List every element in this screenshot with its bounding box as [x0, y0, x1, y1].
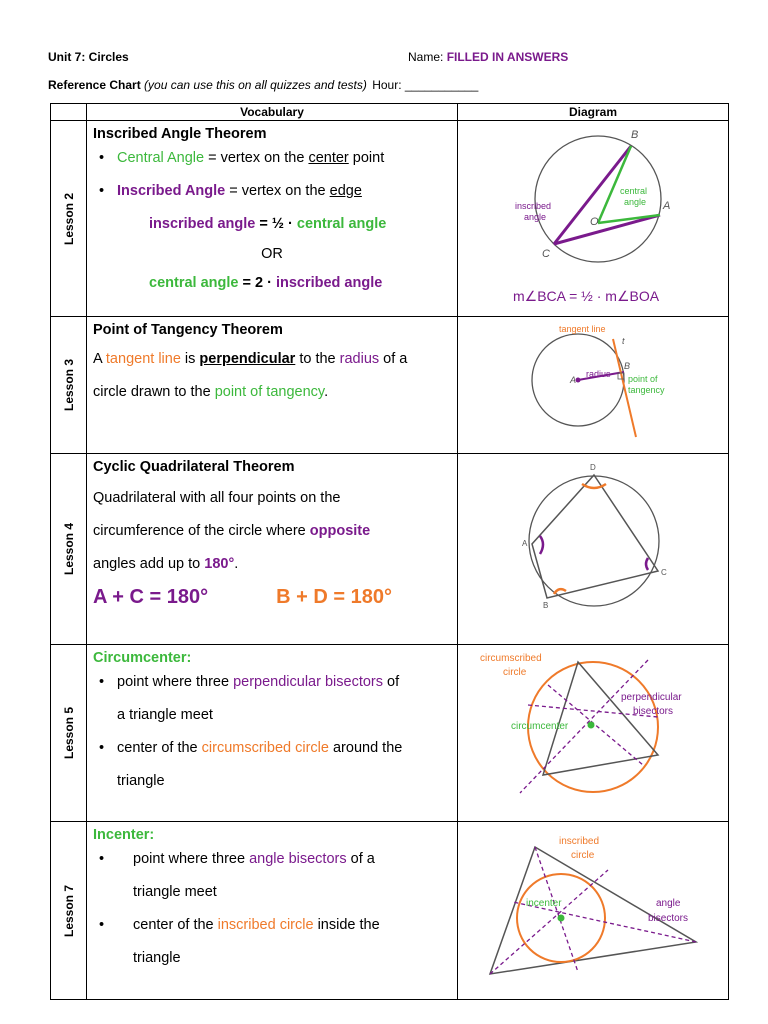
circumcenter-point [588, 722, 595, 729]
circumcenter-bullet-2-cont: triangle [117, 773, 165, 789]
cyclic-text-1: Quadrilateral with all four points on the [93, 490, 341, 506]
lesson-5-diagram [458, 645, 729, 822]
vocab-header: Vocabulary [87, 104, 458, 121]
circumcenter-bullet-1-cont: a triangle meet [117, 707, 213, 723]
incenter-bullet-2: • center of the inscribed circle inside the [93, 909, 451, 942]
lesson-4-vocab [87, 454, 458, 645]
incenter-bullet-1-cont: triangle meet [133, 884, 217, 900]
cyclic-text-3: angles add up to 180°. [93, 556, 239, 572]
label-t: t [622, 336, 625, 346]
cyclic-quad-diagram [458, 454, 729, 639]
triangle [490, 847, 696, 974]
lesson-4-diagram [458, 454, 729, 645]
tangent-text-1: A tangent line is perpendicular to the radius of a [93, 351, 408, 367]
bisector-1 [535, 847, 578, 972]
lesson-3-cell [51, 317, 87, 454]
hour-field: Hour: ___________ [372, 78, 479, 92]
central-angle-bullet: • Central Angle = vertex on the center point [93, 142, 451, 175]
label-b: B [624, 361, 631, 371]
lesson-label: Lesson 4 [61, 522, 76, 576]
inscribed-label-1: inscribed [515, 201, 552, 211]
reference-line [48, 78, 478, 92]
label-d: D [590, 463, 596, 472]
equation-ac: A + C = 180° [93, 586, 209, 608]
diagram-formula: m∠BCA = ½ · m∠BOA [513, 288, 660, 304]
blank-header [51, 104, 87, 121]
perp-label-2: bisectors [633, 706, 674, 717]
radius-ob [598, 146, 631, 223]
triangle [543, 662, 658, 775]
inscribed-label-2: angle [524, 212, 547, 222]
lesson-label: Lesson 5 [61, 706, 76, 760]
lesson-2-cell [51, 121, 87, 317]
incenter-diagram [458, 822, 729, 994]
lesson-5-cell [51, 645, 87, 822]
row-lesson-4 [51, 454, 729, 645]
formula-1: inscribed angle = ½ · central angle [149, 216, 387, 232]
ang-label-1: angle [656, 898, 681, 909]
lesson-label: Lesson 3 [61, 358, 76, 412]
unit-title: Unit 7: Circles [48, 50, 129, 64]
chord-ca [554, 215, 660, 244]
lesson-2-vocab [87, 121, 458, 317]
row-lesson-2 [51, 121, 729, 317]
cyclic-equations [93, 581, 451, 615]
lesson-3-title: Point of Tangency Theorem [93, 322, 283, 338]
reference-chart [50, 103, 729, 1000]
insc-label-1: inscribed [559, 836, 600, 847]
cyclic-text-2: circumference of the circle where opposite [93, 523, 371, 539]
name-line [408, 50, 568, 64]
ang-label-2: bisectors [648, 913, 689, 924]
row-lesson-7 [51, 822, 729, 1000]
label-b: B [631, 129, 639, 141]
label-a: A [663, 200, 671, 212]
lesson-7-vocab [87, 822, 458, 1000]
reference-label: Reference Chart [48, 78, 141, 92]
circ-label-2: circle [503, 667, 527, 678]
circumcenter-label: circumcenter [511, 721, 569, 732]
lesson-4-title: Cyclic Quadrilateral Theorem [93, 459, 295, 475]
label-c: C [661, 568, 667, 577]
lesson-label: Lesson 2 [61, 192, 76, 245]
formula-2: central angle = 2 · inscribed angle [149, 275, 383, 291]
tangent-diagram [458, 317, 729, 448]
label-c: C [542, 248, 550, 260]
lesson-7-cell [51, 822, 87, 1000]
circ-label-1: circumscribed [480, 653, 542, 664]
lesson-3-diagram [458, 317, 729, 454]
incenter-bullet-2-cont: triangle [133, 950, 181, 966]
radius-label: radius [586, 369, 611, 379]
label-a: A [570, 375, 577, 385]
label-o: O [590, 216, 599, 228]
central-label-2: angle [624, 197, 647, 207]
name-label: Name: [408, 50, 444, 64]
arc-a [540, 536, 543, 554]
name-value: FILLED IN ANSWERS [446, 50, 569, 64]
column-header-row [51, 104, 729, 121]
incenter-label: incenter [526, 898, 562, 909]
inscribed-angle-diagram [458, 121, 729, 311]
circumcenter-diagram [458, 645, 729, 816]
lesson-7-title: Incenter: [93, 827, 155, 843]
incenter-point [558, 915, 565, 922]
tangent-text-2: circle drawn to the point of tangency. [93, 384, 329, 400]
row-lesson-3 [51, 317, 729, 454]
insc-label-2: circle [571, 850, 595, 861]
pot-label-1: point of [628, 374, 658, 384]
lesson-2-diagram [458, 121, 729, 317]
center-point [576, 378, 581, 383]
arc-c [646, 558, 648, 570]
row-lesson-5 [51, 645, 729, 822]
incenter-bullet-1: • point where three angle bisectors of a [93, 843, 451, 876]
lesson-4-cell [51, 454, 87, 645]
lesson-5-vocab [87, 645, 458, 822]
reference-note: (you can use this on all quizzes and tests) [144, 78, 367, 92]
lesson-5-title: Circumcenter: [93, 650, 192, 666]
lesson-3-vocab [87, 317, 458, 454]
label-a: A [522, 539, 528, 548]
perp-label-1: perpendicular [621, 692, 682, 703]
lesson-label: Lesson 7 [61, 884, 76, 937]
circumcenter-bullet-2: • center of the circumscribed circle around the [93, 732, 451, 765]
pot-label-2: tangency [628, 385, 665, 395]
lesson-7-diagram [458, 822, 729, 1000]
label-b: B [543, 601, 549, 610]
circumcenter-bullet-1: • point where three perpendicular bisectors of [93, 666, 451, 699]
diagram-header: Diagram [458, 104, 729, 121]
inscribed-angle-bullet: • Inscribed Angle = vertex on the edge [93, 175, 451, 208]
lesson-2-title: Inscribed Angle Theorem [93, 126, 267, 142]
tangent-label: tangent line [559, 324, 606, 334]
equation-bd: B + D = 180° [276, 586, 392, 608]
or-text: OR [261, 246, 283, 262]
central-label-1: central [620, 186, 648, 196]
